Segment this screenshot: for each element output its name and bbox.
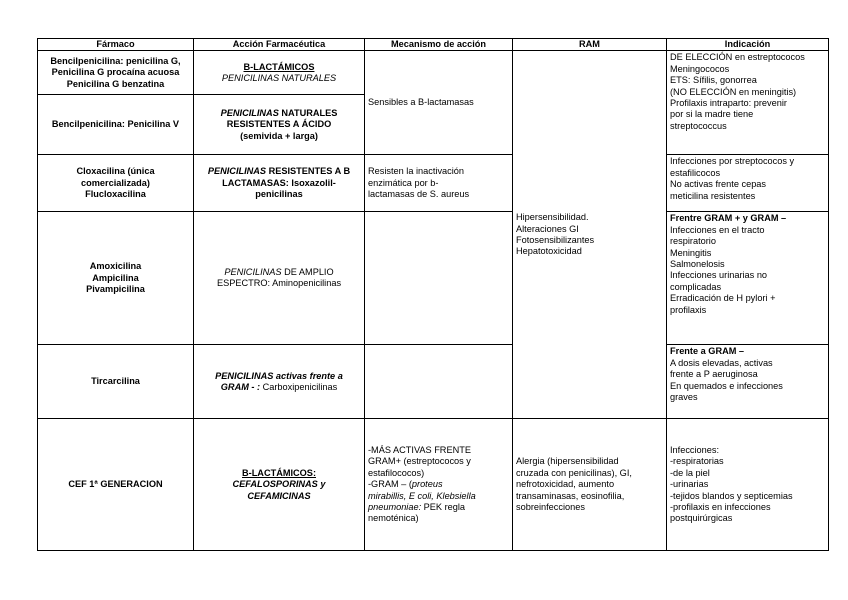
cell-accion: B-LACTÁMICOS: CEFALOSPORINAS y CEFAMICINAS <box>194 419 365 551</box>
cell-accion: PENICILINAS RESISTENTES A B LACTAMASAS: Isoxazolil- penicilinas <box>194 155 365 212</box>
cell-mecanismo-empty <box>365 212 513 345</box>
cell-farmaco: CEF 1ª GENERACION <box>38 419 194 551</box>
cell-farmaco: Amoxicilina Ampicilina Pivampicilina <box>38 212 194 345</box>
table-row <box>38 419 829 551</box>
pharmacology-table <box>37 38 829 551</box>
cell-farmaco: Bencilpenicilina: Penicilina V <box>38 95 194 155</box>
table-row <box>38 155 829 212</box>
cell-indicacion: Frentre GRAM + y GRAM – Infecciones en el tracto respiratorio Meningitis Salmonelosis Infecciones urinarias no complicadas Erradicación de H pylori + profilaxis <box>667 212 829 345</box>
header-ram: RAM <box>513 39 667 51</box>
header-indicacion: Indicación <box>667 39 829 51</box>
cell-accion: PENICILINAS DE AMPLIO ESPECTRO: Aminopenicilinas <box>194 212 365 345</box>
header-mecanismo: Mecanismo de acción <box>365 39 513 51</box>
table-header-row <box>38 39 829 51</box>
cell-indicacion: Infecciones: -respiratorias -de la piel -urinarias -tejidos blandos y septicemias -profilaxis en infecciones postquirúrgicas <box>667 419 829 551</box>
header-farmaco: Fármaco <box>38 39 194 51</box>
cell-ram-cefalosporinas: Alergia (hipersensibilidad cruzada con penicilinas), GI, nefrotoxicidad, aumento transaminasas, eosinofilia, sobreinfecciones <box>513 419 667 551</box>
header-accion: Acción Farmacéutica <box>194 39 365 51</box>
cell-mecanismo: Sensibles a B-lactamasas <box>365 51 513 155</box>
cell-mecanismo: Resisten la inactivación enzimática por b- lactamasas de S. aureus <box>365 155 513 212</box>
cell-accion: PENICILINAS activas frente a GRAM - : Carboxipenicilinas <box>194 345 365 419</box>
cell-farmaco: Cloxacilina (única comercializada) Flucloxacilina <box>38 155 194 212</box>
cell-indicacion: Infecciones por streptococos y estafilicocos No activas frente cepas meticilina resistentes <box>667 155 829 212</box>
table-row <box>38 345 829 419</box>
cell-indicacion: DE ELECCIÓN en estreptococos Meningococos ETS: Sífilis, gonorrea (NO ELECCIÓN en meningitis) Profilaxis intraparto: prevenir por si la madre tiene streptococcus <box>667 51 829 155</box>
cell-accion: B-LACTÁMICOS PENICILINAS NATURALES <box>194 51 365 95</box>
cell-mecanismo: -MÁS ACTIVAS FRENTE GRAM+ (estreptococos y estafilococos) -GRAM – (proteus mirabillis, E coli, Klebsiella pneumoniae: PEK regla nemoténica) <box>365 419 513 551</box>
cell-mecanismo-empty <box>365 345 513 419</box>
cell-farmaco: Tircarcilina <box>38 345 194 419</box>
cell-farmaco: Bencilpenicilina: penicilina G, Penicilina G procaína acuosa Penicilina G benzatina <box>38 51 194 95</box>
table-row <box>38 51 829 95</box>
cell-ram-penicilinas: Hipersensibilidad. Alteraciones GI Fotosensibilizantes Hepatotoxicidad <box>513 51 667 419</box>
cell-indicacion: Frente a GRAM – A dosis elevadas, activas frente a P aeruginosa En quemados e infecciones graves <box>667 345 829 419</box>
cell-accion: PENICILINAS NATURALES RESISTENTES A ÁCIDO (semivida + larga) <box>194 95 365 155</box>
table-row <box>38 212 829 345</box>
